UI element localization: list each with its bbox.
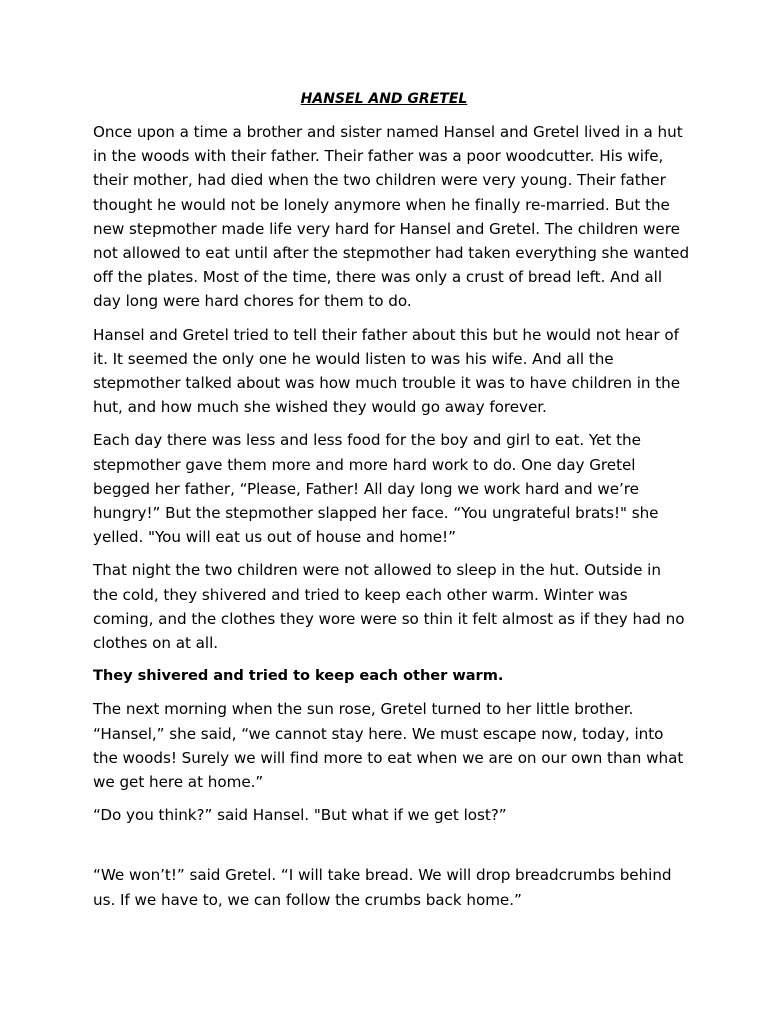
text-line: day long were hard chores for them to do. (93, 292, 412, 311)
text-line: new stepmother made life very hard for Hansel and Gretel. The children were (93, 219, 680, 238)
story-body (93, 120, 693, 921)
blank-space (93, 836, 693, 863)
paragraph-6 (93, 697, 693, 794)
text-line: off the plates. Most of the time, there was only a crust of bread left. And all (93, 268, 663, 287)
text-line: hut, and how much she wished they would go away forever. (93, 398, 547, 417)
text-line: coming, and the clothes they wore were so thin it felt almost as if they had no (93, 609, 685, 628)
text-line: the cold, they shivered and tried to keep each other warm. Winter was (93, 585, 628, 604)
text-line: the woods! Surely we will find more to eat when we are on our own than what (93, 748, 684, 767)
text-line: in the woods with their father. Their father was a poor woodcutter. His wife, (93, 147, 664, 166)
text-line: stepmother talked about was how much trouble it was to have children in the (93, 374, 681, 393)
text-line: Hansel and Gretel tried to tell their father about this but he would not hear of (93, 325, 679, 344)
text-line: their mother, had died when the two children were very young. Their father (93, 171, 666, 190)
text-line: Each day there was less and less food for the boy and girl to eat. Yet the (93, 431, 641, 450)
text-line: That night the two children were not allowed to sleep in the hut. Outside in (93, 561, 661, 580)
text-line: “Do you think?” said Hansel. "But what if we get lost?” (93, 806, 507, 825)
text-line: “Hansel,” she said, “we cannot stay here. We must escape now, today, into (93, 724, 664, 743)
text-line: we get here at home.” (93, 773, 264, 792)
text-line: Once upon a time a brother and sister named Hansel and Gretel lived in a hut (93, 123, 683, 141)
paragraph-5-bold (93, 664, 693, 688)
text-line: The next morning when the sun rose, Gretel turned to her little brother. (93, 700, 634, 719)
text-line: yelled. "You will eat us out of house and home!” (93, 528, 456, 547)
paragraph-8 (93, 863, 693, 911)
text-line: us. If we have to, we can follow the crumbs back home.” (93, 890, 522, 909)
text-line: They shivered and tried to keep each other warm. (93, 667, 504, 685)
paragraph-2 (93, 323, 693, 420)
paragraph-1 (93, 120, 693, 314)
text-line: thought he would not be lonely anymore when he finally re-married. But the (93, 195, 670, 214)
page-title: HANSEL AND GRETEL (300, 91, 468, 107)
text-line: “We won’t!” said Gretel. “I will take bread. We will drop breadcrumbs behind (93, 866, 672, 885)
text-line: stepmother gave them more and more hard work to do. One day Gretel (93, 455, 636, 474)
text-line: begged her father, “Please, Father! All day long we work hard and we’re (93, 479, 639, 498)
text-line: not allowed to eat until after the stepmother had taken everything she wanted (93, 244, 690, 263)
text-line: clothes on at all. (93, 634, 219, 653)
text-line: it. It seemed the only one he would listen to was his wife. And all the (93, 349, 614, 368)
paragraph-7 (93, 803, 693, 827)
text-line: hungry!” But the stepmother slapped her face. “You ungrateful brats!" she (93, 504, 659, 523)
paragraph-3 (93, 428, 693, 549)
paragraph-4 (93, 558, 693, 655)
